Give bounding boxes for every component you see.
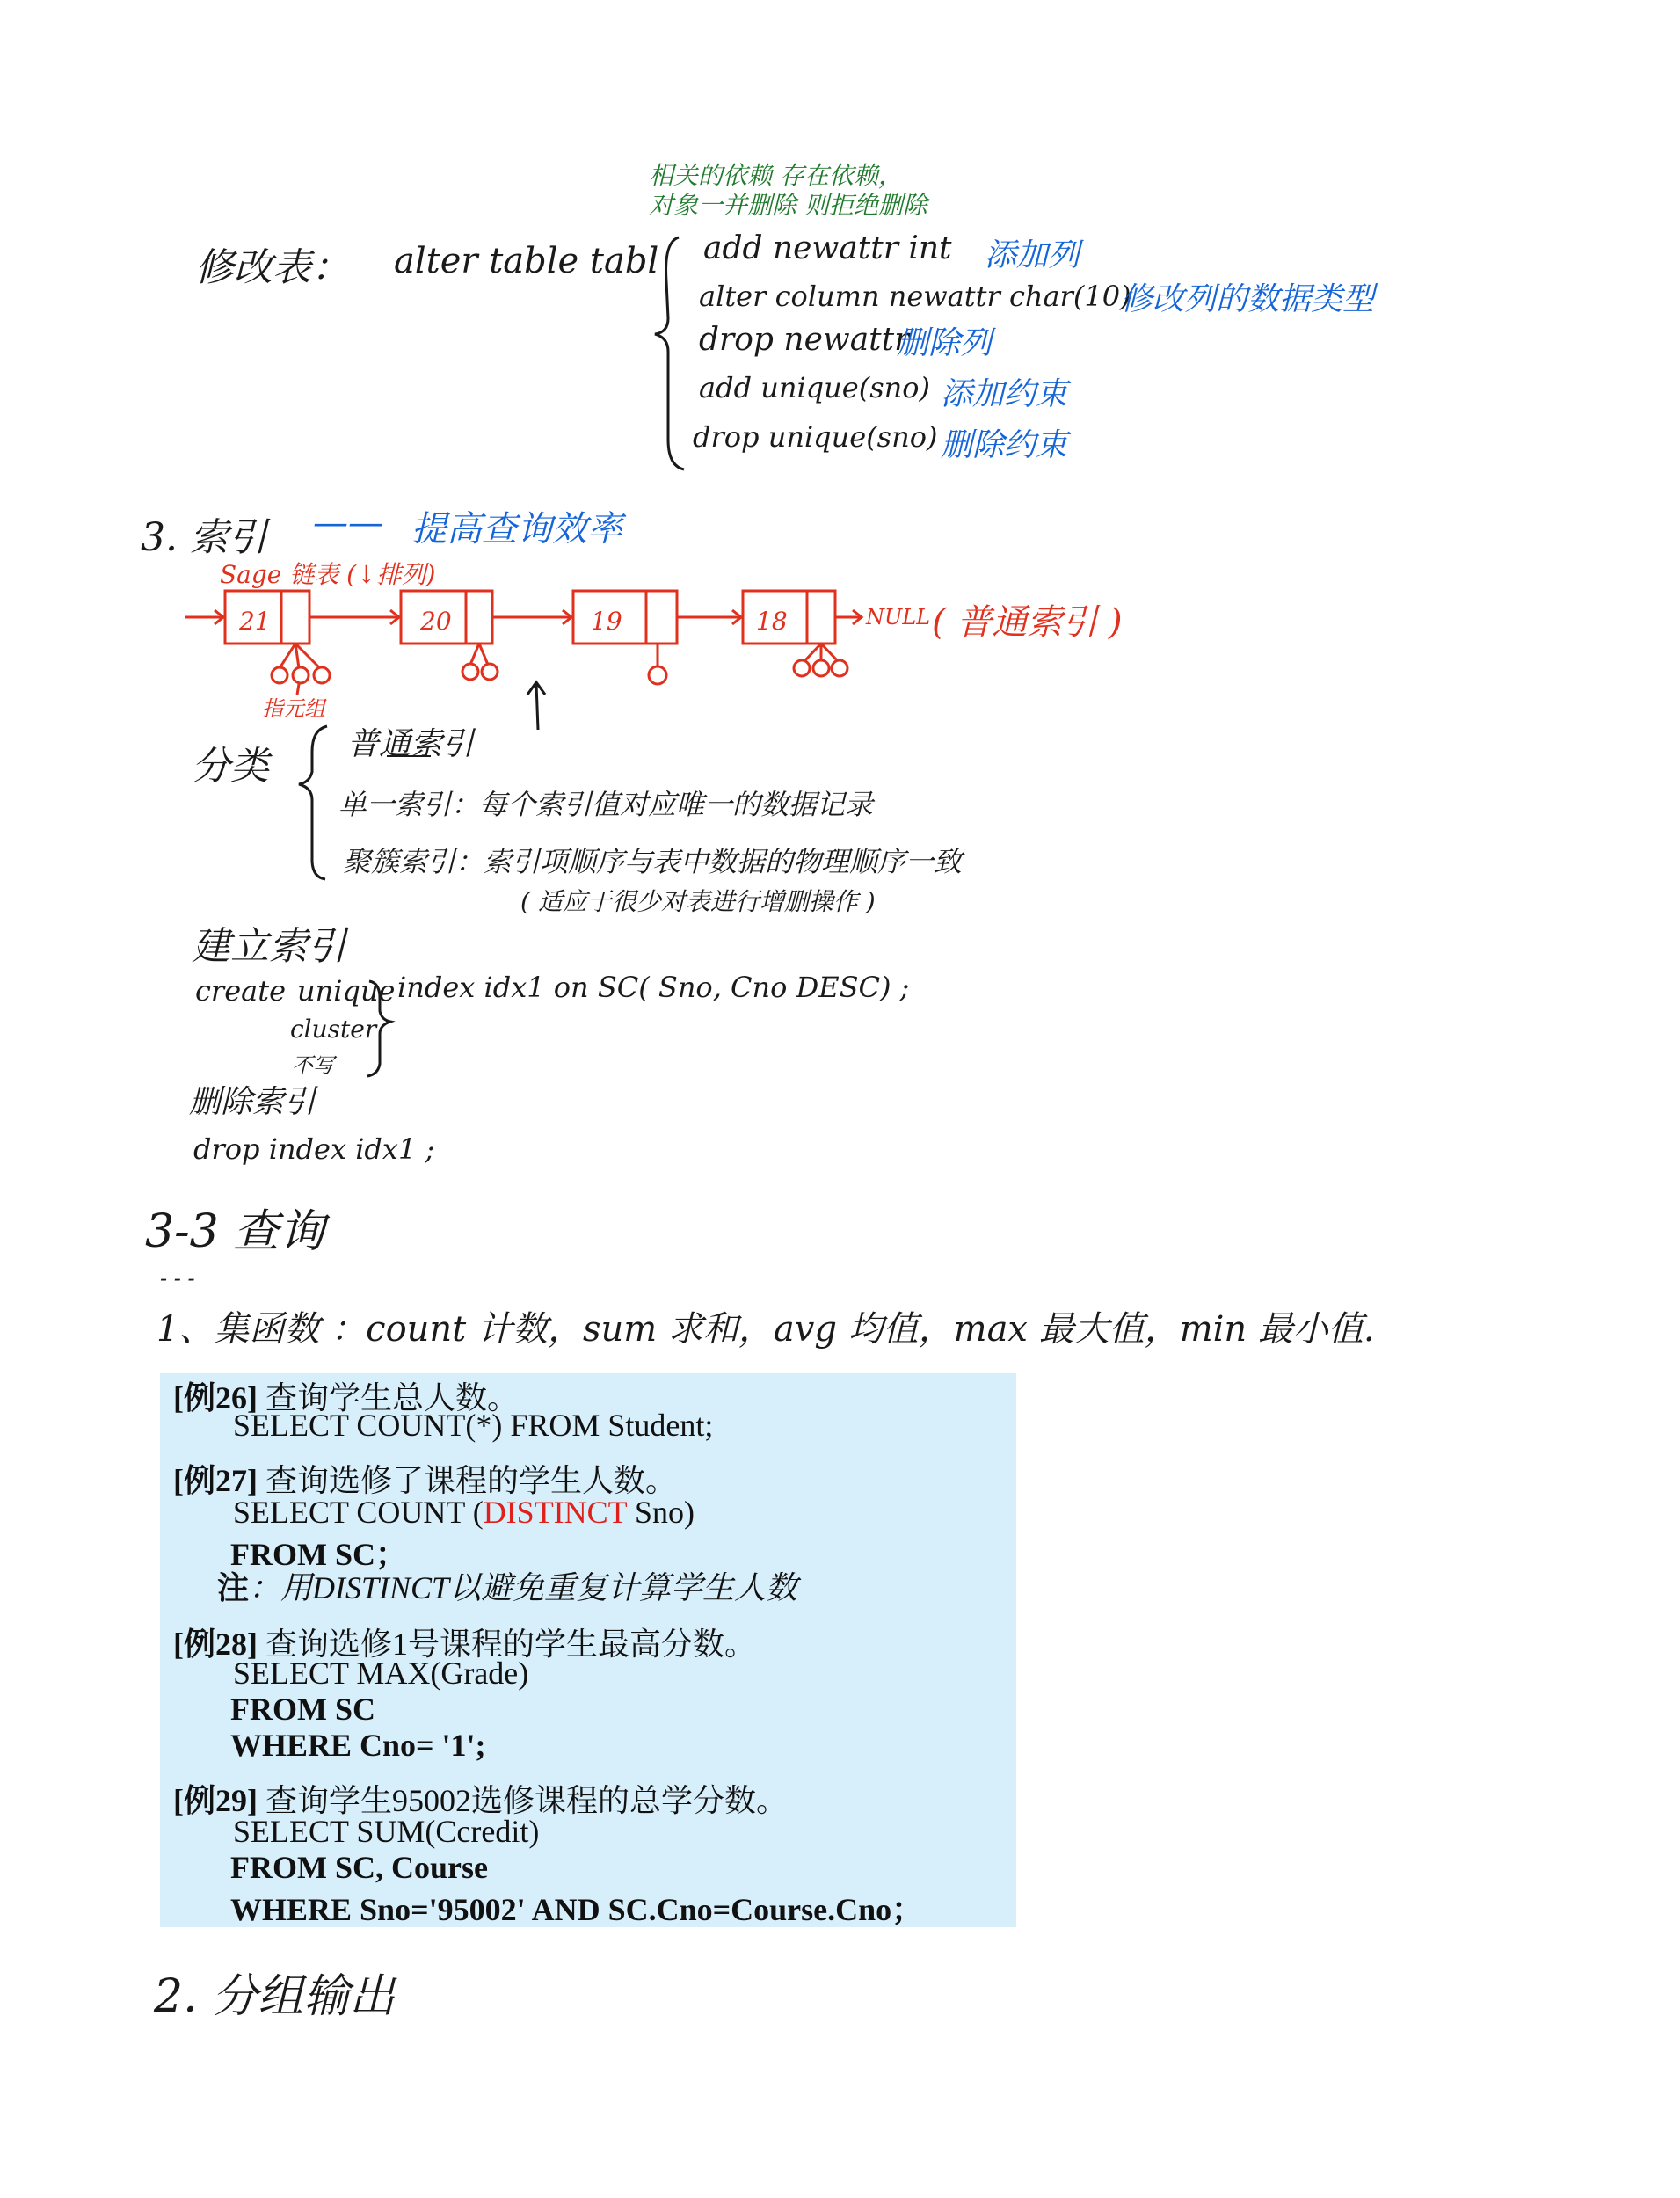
create-option: cluster <box>290 1015 377 1044</box>
tuple-circle <box>813 660 829 676</box>
tuple-circle <box>293 667 309 683</box>
create-option: 不写 <box>292 1053 334 1078</box>
index-dash: —— <box>313 503 383 543</box>
drop-index-cmd: drop index idx1 ; <box>193 1132 435 1166</box>
code-pre: SELECT COUNT ( <box>233 1495 484 1530</box>
drop-index-title: 删除索引 <box>189 1084 316 1120</box>
example-text: 查询学生95002选修课程的总学分数。 <box>257 1783 788 1818</box>
alter-row-note: 删除列 <box>897 325 993 361</box>
node-value: 20 <box>420 607 452 636</box>
code-line: FROM SC <box>230 1692 375 1727</box>
code-line: SELECT MAX(Grade) <box>233 1656 529 1691</box>
list-node <box>573 591 677 644</box>
example-number: [例26] <box>173 1380 258 1416</box>
tuple-circle <box>462 664 478 680</box>
aggregate-line: 1、集函数 ：count 计数，sum 求和，avg 均值，max 最大值，min 最小值. <box>156 1309 1375 1350</box>
example-number: [例28] <box>173 1627 258 1662</box>
index-heading: 3. 索引 <box>141 515 267 560</box>
code-line: SELECT SUM(Ccredit) <box>233 1814 540 1849</box>
alter-row-code: drop newattr <box>699 322 910 358</box>
classify-item: 聚簇索引：索引项顺序与表中数据的物理顺序一致 <box>343 845 963 878</box>
index-subtitle: 提高查询效率 <box>411 509 622 550</box>
alter-row-code: drop unique(sno) <box>693 420 938 454</box>
alter-row-code: add unique(sno) <box>699 371 930 404</box>
null-label: NULL <box>866 605 931 630</box>
green-note-1: 相关的依赖 存在依赖， <box>649 161 903 190</box>
sage-list-label: Sage 链表 (↓排列) <box>220 560 436 589</box>
node-value: 18 <box>756 607 788 636</box>
tuple-circle <box>272 667 287 683</box>
tuple-circle <box>314 667 330 683</box>
tuple-circle <box>482 664 498 680</box>
code-line: SELECT COUNT(*) FROM Student; <box>233 1408 714 1443</box>
green-note-2: 对象一并删除 则拒绝删除 <box>649 191 927 220</box>
tuple-circle <box>832 660 847 676</box>
list-node <box>225 591 309 644</box>
create-index-title: 建立索引 <box>192 924 346 969</box>
create-option: unique <box>297 974 396 1008</box>
linked-list <box>185 591 862 695</box>
classify-note: ( 适应于很少对表进行增删操作 ) <box>520 887 876 916</box>
example-number: [例29] <box>173 1783 258 1818</box>
tuple-circle <box>794 660 810 676</box>
alter-row-code: alter column newattr char(10) <box>699 280 1131 313</box>
classify-label: 分类 <box>192 744 269 789</box>
note-label: 注 <box>217 1570 250 1605</box>
list-node <box>401 591 492 644</box>
plain-index-label: ( 普通索引 ) <box>932 602 1123 643</box>
tuple-circle <box>649 666 666 684</box>
query-dots: - - - <box>160 1266 195 1291</box>
example-text: 查询选修了课程的学生人数。 <box>257 1463 677 1498</box>
tuples-label: 指元组 <box>262 696 325 721</box>
code-line: FROM SC, Course <box>230 1850 488 1885</box>
options-brace <box>367 981 390 1076</box>
example-text: 查询选修1号课程的学生最高分数。 <box>257 1627 756 1662</box>
query-heading: 3-3 查询 <box>145 1205 325 1258</box>
example-text: 查询学生总人数。 <box>257 1380 519 1416</box>
alter-row-code: add newattr int <box>703 230 952 266</box>
alter-cmd: alter table tabl <box>394 241 659 281</box>
distinct-keyword: DISTINCT <box>483 1495 628 1530</box>
classify-item: 普通索引 <box>347 726 475 762</box>
up-arrow <box>527 682 545 730</box>
classify-item: 单一索引：每个索引值对应唯一的数据记录 <box>338 788 874 821</box>
alter-title: 修改表： <box>195 245 350 290</box>
create-keyword: create <box>195 974 287 1008</box>
code-line: FROM SC； <box>230 1537 407 1572</box>
create-index-rest: index idx1 on SC( Sno, Cno DESC) ; <box>397 971 910 1004</box>
node-value: 19 <box>591 607 622 636</box>
alter-brace <box>655 237 684 469</box>
list-node <box>743 591 835 644</box>
classify-brace <box>299 726 327 879</box>
group-heading: 2. 分组输出 <box>154 1970 396 2023</box>
alter-row-note: 删除约束 <box>941 427 1068 463</box>
note-text: ：用DISTINCT以避免重复计算学生人数 <box>249 1570 798 1605</box>
code-line: WHERE Sno='95002' AND SC.Cno=Course.Cno； <box>230 1892 924 1927</box>
alter-row-note: 添加约束 <box>941 376 1068 412</box>
code-post: Sno) <box>627 1495 695 1530</box>
node-value: 21 <box>239 607 271 636</box>
alter-row-note: 修改列的数据类型 <box>1121 281 1375 317</box>
alter-row-note: 添加列 <box>985 237 1080 273</box>
example-number: [例27] <box>173 1463 258 1498</box>
code-line: WHERE Cno= '1'; <box>230 1728 486 1763</box>
